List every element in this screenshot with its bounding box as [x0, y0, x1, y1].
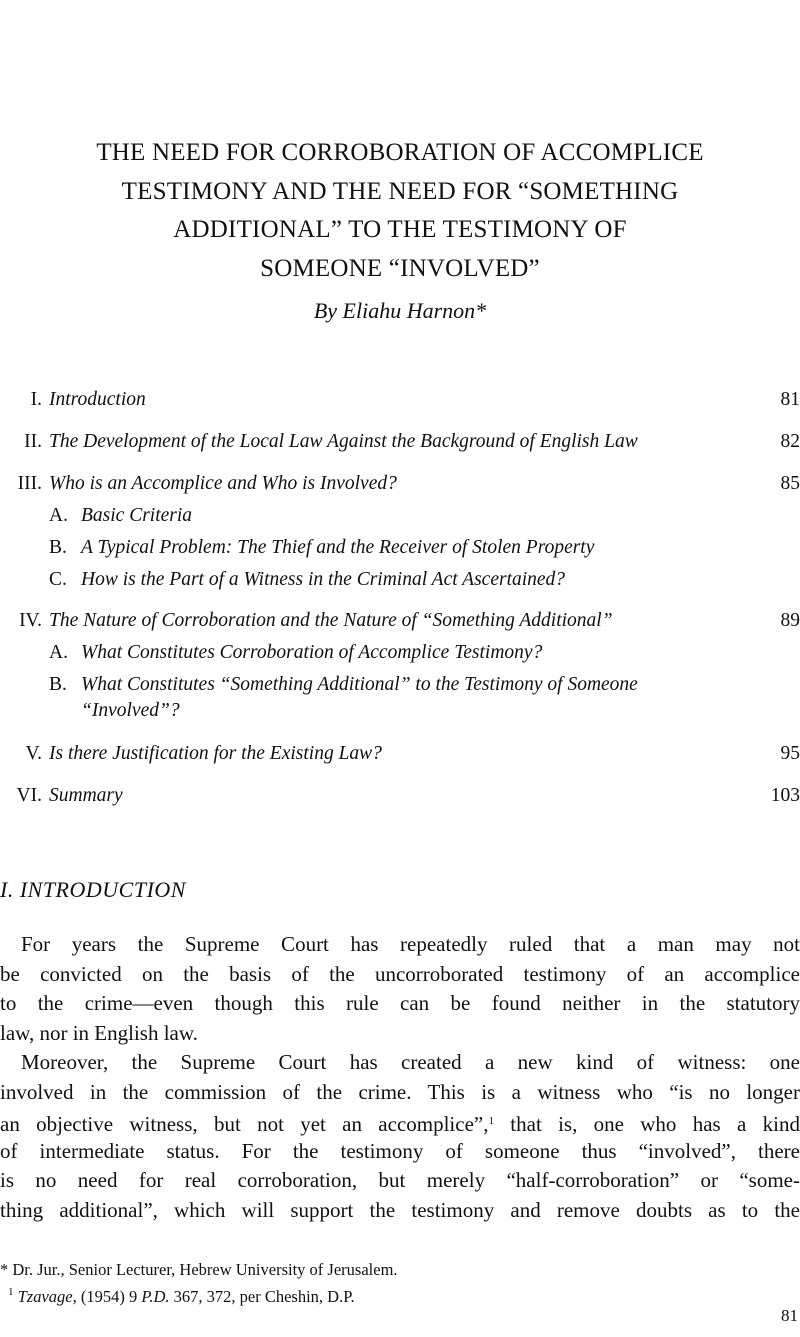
toc-subitem[interactable] — [0, 674, 800, 700]
toc-number: I. — [30, 389, 42, 410]
title-line: SOMEONE “INVOLVED” — [260, 254, 540, 282]
footnote-marker: * — [0, 1260, 9, 1279]
toc-subitem-continuation — [0, 700, 800, 726]
toc-page: 89 — [780, 610, 800, 631]
toc-sub-letter: B. — [49, 537, 67, 558]
text-line: to the crime—even though this rule can be found neither in the statutory — [0, 991, 800, 1015]
toc-sub-label: A Typical Problem: The Thief and the Receiver of Stolen Property — [81, 537, 595, 558]
toc-item[interactable] — [0, 473, 800, 499]
article-title — [0, 134, 800, 288]
toc-label: Who is an Accomplice and Who is Involved? — [49, 473, 397, 494]
toc-page: 85 — [780, 473, 800, 494]
toc-number: V. — [25, 743, 42, 764]
toc-sub-label: What Constitutes Corroboration of Accomplice Testimony? — [81, 642, 543, 663]
body-paragraph — [0, 930, 800, 1048]
footnote-marker: 1 — [8, 1286, 14, 1298]
text-line: is no need for real corroboration, but merely “half-corroboration” or “some- — [0, 1168, 800, 1192]
toc-page: 103 — [770, 785, 800, 806]
title-line: THE NEED FOR CORROBORATION OF ACCOMPLICE — [96, 139, 704, 166]
toc-sub-label: What Constitutes “Something Additional” to the Testimony of Someone — [81, 674, 638, 695]
toc-sub-letter: A. — [49, 505, 68, 526]
toc-sub-label: “Involved”? — [81, 700, 180, 721]
toc-sub-letter: C. — [49, 569, 67, 590]
toc-number: VI. — [16, 785, 42, 806]
author-byline: By Eliahu Harnon* — [313, 298, 487, 323]
toc-item[interactable] — [0, 431, 800, 457]
footnote-ref[interactable]: 1 — [488, 1115, 494, 1127]
footnote-author: * Dr. Jur., Senior Lecturer, Hebrew University of Jerusalem. — [0, 1260, 398, 1279]
toc-subitem[interactable] — [0, 505, 800, 531]
section-heading: I. INTRODUCTION — [0, 877, 186, 902]
title-line: ADDITIONAL” TO THE TESTIMONY OF — [173, 216, 627, 243]
toc-sub-letter: B. — [49, 674, 67, 695]
footnotes — [0, 1258, 398, 1308]
text-line: Moreover, the Supreme Court has created a new kind of witness: one — [0, 1050, 800, 1074]
toc-sub-label: How is the Part of a Witness in the Criminal Act Ascertained? — [81, 569, 566, 590]
footnote-1: $^1$ Tzavage, (1954) 9 P.D. 367, 372, per Cheshin, D.P. — [8, 1286, 355, 1306]
toc-item[interactable] — [0, 389, 800, 415]
toc-item[interactable] — [0, 743, 800, 769]
text-line: involved in the commission of the crime. This is a witness who “is no longer — [0, 1079, 800, 1104]
toc-label: Introduction — [49, 389, 146, 410]
toc-label: Is there Justification for the Existing Law? — [49, 743, 382, 764]
text-line: be convicted on the basis of the uncorroborated testimony of an accomplice — [0, 961, 800, 986]
body-paragraph — [0, 1048, 800, 1225]
toc-label: The Nature of Corroboration and the Nature of “Something Additional” — [49, 610, 613, 631]
toc-page: 81 — [780, 389, 800, 410]
text-line-with-footnote: an objective witness, but not yet an accomplice”,$^1$ that is, one who has a kind — [0, 1112, 800, 1136]
toc-sub-letter: A. — [49, 642, 68, 663]
text-line: of intermediate status. For the testimony of someone thus “involved”, there — [0, 1138, 800, 1163]
toc-number: IV. — [19, 610, 42, 631]
toc-subitem[interactable] — [0, 642, 800, 668]
toc-subitem[interactable] — [0, 569, 800, 595]
title-line: TESTIMONY AND THE NEED FOR “SOMETHING — [121, 177, 679, 205]
toc-label: Summary — [49, 785, 123, 806]
toc-subitem[interactable] — [0, 537, 800, 563]
toc-page: 82 — [780, 431, 800, 452]
text-line: thing additional”, which will support the testimony and remove doubts as to the — [0, 1197, 800, 1222]
toc-item[interactable] — [0, 785, 800, 811]
text-line: law, nor in English law. — [0, 1020, 198, 1045]
toc-item[interactable] — [0, 610, 800, 636]
toc-number: II. — [24, 431, 42, 452]
toc-page: 95 — [780, 743, 800, 764]
toc-label: The Development of the Local Law Against the Background of English Law — [49, 431, 638, 452]
toc-sub-label: Basic Criteria — [81, 505, 193, 526]
toc-number: III. — [17, 473, 42, 494]
page-number: 81 — [781, 1306, 798, 1325]
text-line: For years the Supreme Court has repeatedly ruled that a man may not — [0, 932, 800, 956]
